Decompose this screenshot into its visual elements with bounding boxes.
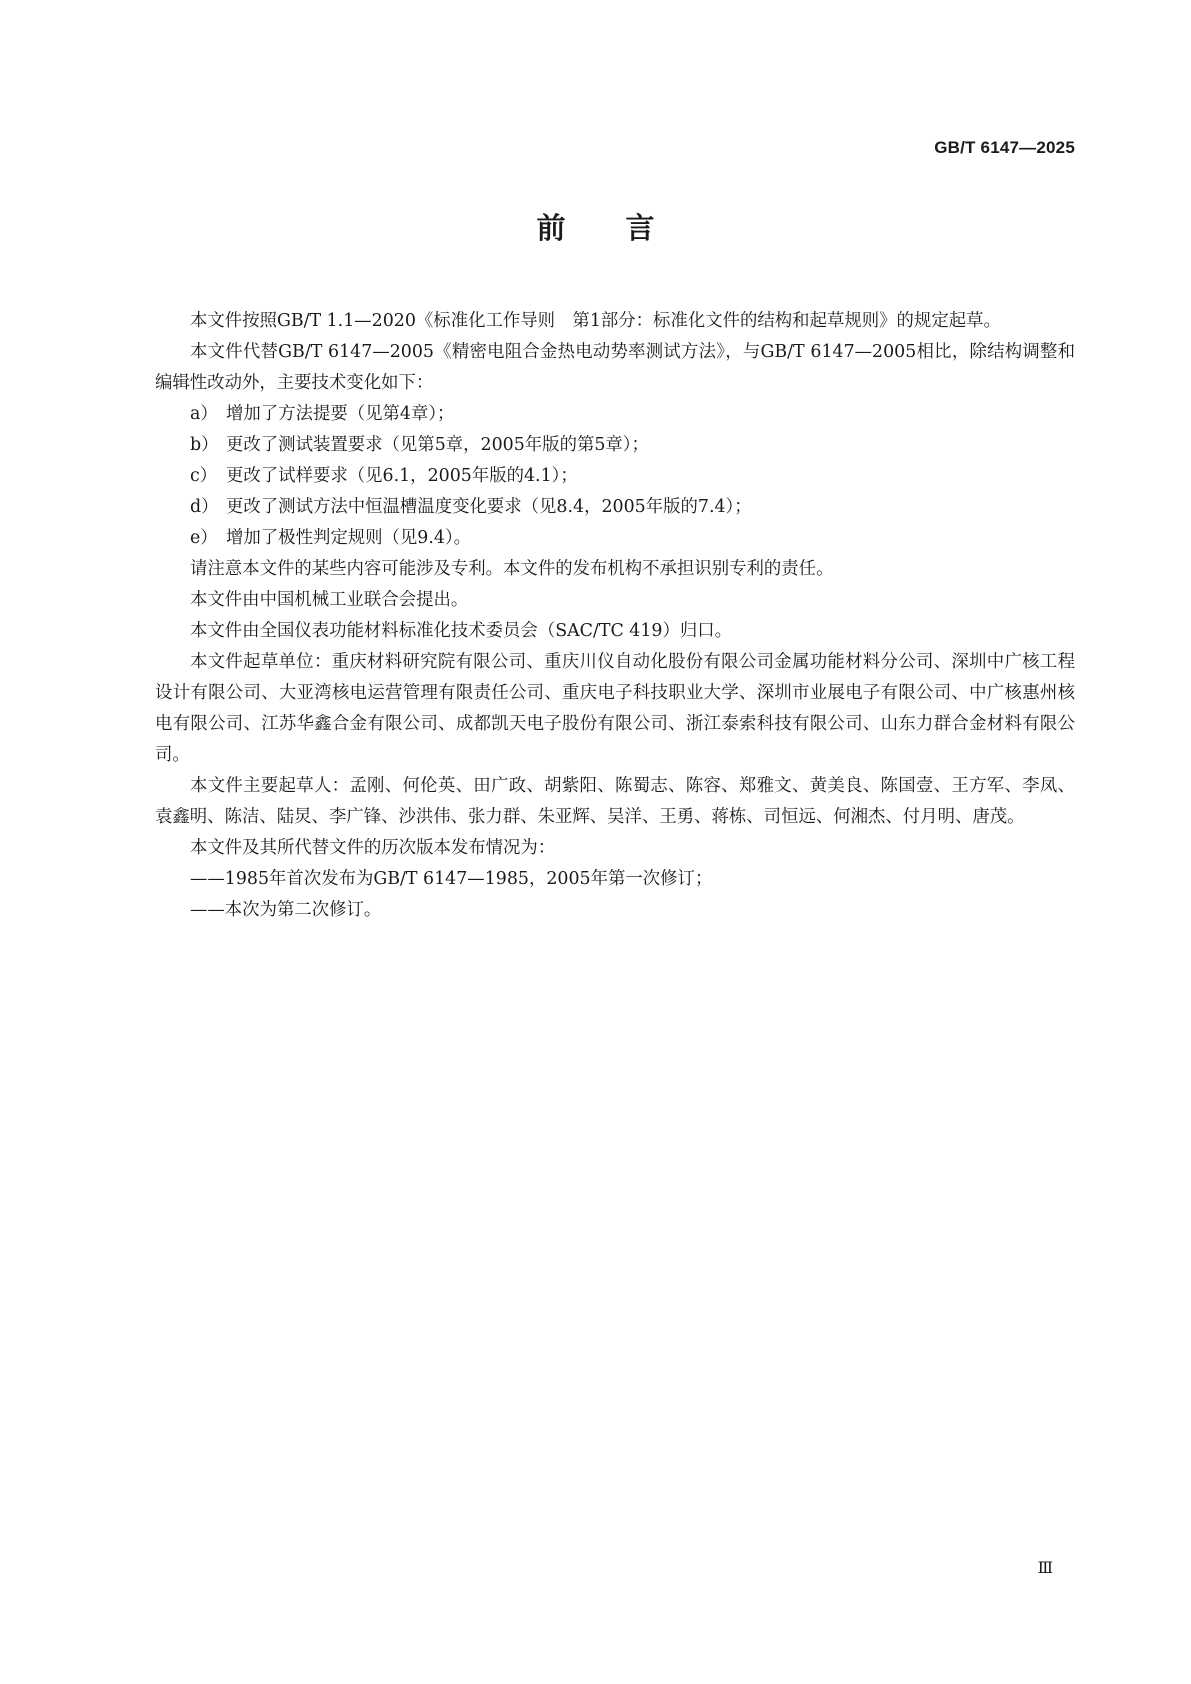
list-item-text: 更改了测试装置要求（见第5章，2005年版的第5章）；: [226, 435, 649, 455]
list-item: [155, 430, 1075, 461]
paragraph-patent-notice: 请注意本文件的某些内容可能涉及专利。本文件的发布机构不承担识别专利的责任。: [190, 559, 834, 579]
paragraph-committee: 本文件由全国仪表功能材料标准化技术委员会（SAC/TC 419）归口。: [190, 621, 733, 641]
list-item-text: 更改了试样要求（见6.1，2005年版的4.1）；: [226, 466, 578, 486]
title-char-1: 前: [536, 211, 566, 245]
page-number: Ⅲ: [1037, 1558, 1053, 1577]
list-item: [155, 492, 1075, 523]
paragraph-replacement: 本文件代替GB/T 6147—2005《精密电阻合金热电动势率测试方法》，与GB/T 6147—2005相比，除结构调整和编辑性改动外，主要技术变化如下：: [155, 342, 1075, 393]
paragraph-drafting-rules: 本文件按照GB/T 1.1—2020《标准化工作导则 第1部分：标准化文件的结构和起草规则》的规定起草。: [190, 311, 1001, 331]
foreword-body: [155, 306, 1075, 926]
list-item-mark: d）: [190, 497, 219, 517]
paragraph-history-intro: 本文件及其所代替文件的历次版本发布情况为：: [190, 838, 556, 858]
list-item-mark: a）: [190, 404, 218, 424]
list-item: [155, 399, 1075, 430]
list-item-text: 增加了方法提要（见第4章）；: [226, 404, 455, 424]
page-title: [0, 206, 1191, 247]
history-item: ——本次为第二次修订。: [190, 900, 382, 920]
standard-number: GB/T 6147—2025: [934, 138, 1075, 157]
list-item-text: 增加了极性判定规则（见9.4）。: [226, 528, 472, 548]
list-item-mark: c）: [190, 466, 218, 486]
list-item-mark: b）: [190, 435, 219, 455]
list-item-mark: e）: [190, 528, 218, 548]
list-item: [155, 461, 1075, 492]
paragraph-drafting-units: 本文件起草单位：重庆材料研究院有限公司、重庆川仪自动化股份有限公司金属功能材料分公司、深圳中广核工程设计有限公司、大亚湾核电运营管理有限责任公司、重庆电子科技职业大学、深圳市业展电子有限公司、中广核惠州核电有限公司、江苏华鑫合金有限公司、成都凯天电子股份有限公司、浙江泰索科技有限公司、山东力群合金材料有限公司。: [155, 652, 1075, 765]
paragraph-drafters: 本文件主要起草人：孟刚、何伦英、田广政、胡紫阳、陈蜀志、陈容、郑雅文、黄美良、陈国壹、王方军、李凤、袁鑫明、陈洁、陆炅、李广锋、沙洪伟、张力群、朱亚辉、吴洋、王勇、蒋栋、司恒远、何湘杰、付月明、唐茂。: [155, 776, 1075, 827]
history-item: ——1985年首次发布为GB/T 6147—1985，2005年第一次修订；: [190, 869, 713, 889]
list-item-text: 更改了测试方法中恒温槽温度变化要求（见8.4，2005年版的7.4）；: [226, 497, 752, 517]
title-char-2: 言: [625, 211, 655, 245]
list-item: [155, 523, 1075, 554]
paragraph-proposer: 本文件由中国机械工业联合会提出。: [190, 590, 469, 610]
